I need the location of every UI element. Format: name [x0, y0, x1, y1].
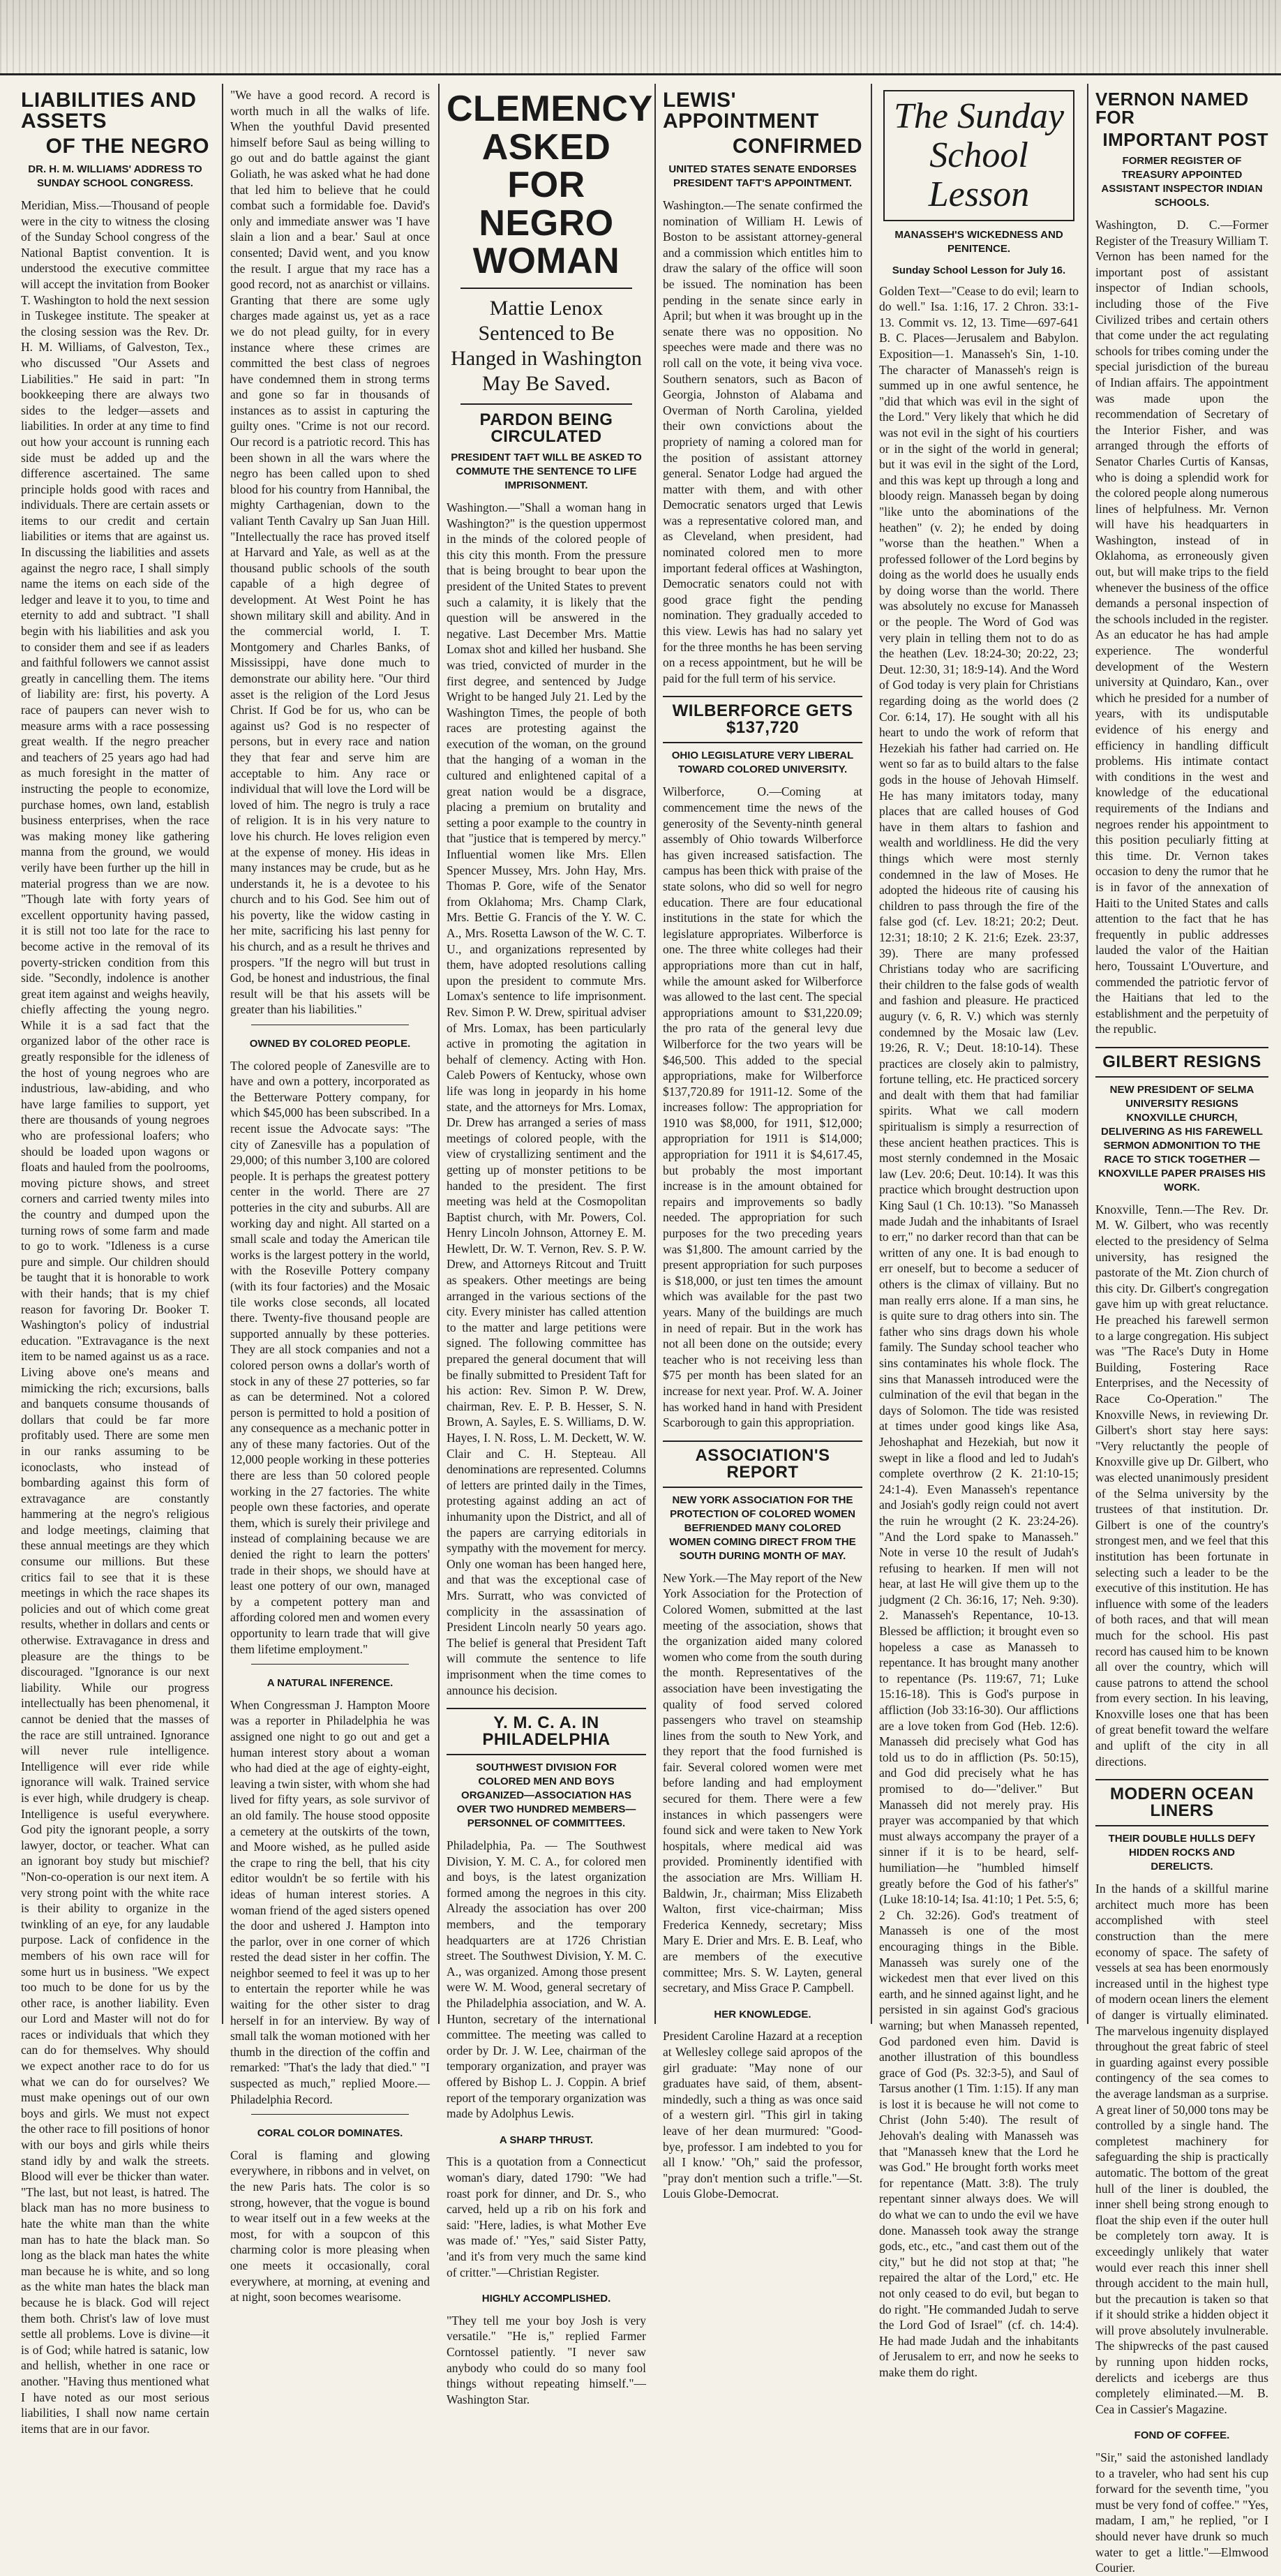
column-divider	[438, 84, 440, 2024]
headline-wilberforce: WILBERFORCE GETS $137,720	[663, 696, 862, 743]
article-body-sunday-lesson: Golden Text—"Cease to do evil; learn to do well." Isa. 1:16, 17. 2 Chron. 33:1-13. Commit vs. 12, 13. Time—697-641 B. C. Places—Jerusalem and Babylon. Exposition—1. Manasseh's Sin, 1-10. The character of Manasseh's reign is summed up in one awful sentence, he "did that which was evil in the sight of the Lord." Very likely that which he did was not evil in the sight of his courtiers or in the sight of the world in general; but it was evil in the sight of the Lord, and this was kept up through a long and bloody reign. Manasseh began by doing "like unto the abominations of the heathen" (v. 2); he ended by doing "worse than the heathen." When a professed follower of the Lord begins by doing as the world does he usually ends by doing worse than the world. There was absolutely no excuse for Manasseh or the people. The Word of God was very plain in telling them not to do as the heathen (Lev. 18:24-30; 20:22, 23; Deut. 12:30, 31; 18:9-14). And the Word of God today is very plain for Christians regarding doing as the world does (2 Cor. 6:14, 17). He sought with all his heart to undo the work of reform that Hezekiah his father had carried on. He went so far as to build altars to the false gods in the house of Jehovah Himself. He has many imitators today, many places that are called houses of God have in them altars to fashion and wealth and worldliness. He did the very things which were most sternly condemned in the law of Moses. He adopted the hideous rite of causing his children to pass through the fire of the false god (cf. Lev. 18:21; 20:2; Deut. 12:31; 18:10; 2 K. 21:6; Ezek. 23:37, 39). There are many professed Christians today who are sacrificing their children to the false gods of wealth and fashion and pleasure. He practiced augury (v. 6, R. V.) which was sternly condemned by the Mosaic law (Lev. 19:26, R. V.; Deut. 18:10-14). These practices are closely akin to palmistry, fortune telling, etc. He practiced sorcery and dealt with them that had familiar spirits. What we call modern spiritualism is simply a resurrection of these ancient heathen practices. This is most sternly condemned in the Mosaic law (Lev. 20:6; Deut. 10:14). It was this practice which brought destruction upon King Saul (1 Ch. 10:13). "So Manasseh made Judah and the inhabitants of Israel to err," no darker record than that can be written of any one. It is bad enough to err oneself, but to become a seducer of others is the climax of villainy. But no man really errs alone. If a man sins, he is quite sure to drag others into sin. The father who sins drags down his whole family. The Sunday school teacher who sins contaminates his whole flock. The sins that Manasseh introduced were the culmination of the evil that began in the days of Solomon. The tide was resisted at times under good kings like Asa, Jehoshaphat and Hezekiah, but now it swept in like a flood and led to Judah's complete overthrow (2 K. 21:10-15; 24:1-4). Even Manasseh's repentance and Josiah's godly reign could not avert the ruin he wrought (2 K. 23:24-26). "And the Lord spake to Manasseh." Note in verse 10 the result of Judah's refusing to hearken. If men will not hear, at last He will give them up to the judgment (2 Ch. 36:16, 17; Neh. 9:30). 2. Manasseh's Repentance, 10-13. Blessed be affliction; it brought even so hopeless a case as Manasseh to repentance. It has brought many another to repentance (Ps. 119:67, 71; Luke 15:16-18). This is God's purpose in affliction (Job 33:16-30). Our afflictions are a love token from God (Heb. 12:6). Manasseh did precisely what God has told us to do in affliction (Ps. 50:15), and God did precisely what he has promised to do—"deliver." But Manasseh did not merely pray. His prayer was accompanied by that which must always accompany the prayer of a sinner if it is to be heard, self-humiliation—he "humbled himself greatly before the God of his father's" (Luke 18:10-14; Isa. 41:10; 1 Pet. 5:5, 6; 2 Ch. 32:26). God's treatment of Manasseh is one of the most encouraging things in the Bible. Manasseh was surely one of the wickedest men that ever lived on this earth, and he sinned against light, and he persisted in sin against God's gracious warning; but when Manasseh repented, God pardoned even him. David is another illustration of this boundless grace of God (Ps. 32:3-5), and Saul of Tarsus another (1 Tim. 1:15). If any man is lost it is because he will not come to Christ (John 5:40). The result of Jehovah's dealing with Manasseh was that "Manasseh knew that the Lord he was God." He brought forth works meet for repentance (Matt. 3:8). The truly repentant sinner always does. We will do what we can to undo the evil we have done. Manasseh took away the strange gods, etc., etc., "and cast them out of the city," but he did not stop at that; "he repaired the altar of the Lord," etc. He not only ceased to do evil, but began to do right. "He commanded Judah to serve the Lord God of Israel" (cf. ch. 14:4). He had made Judah and the inhabitants of Jerusalem to err, and now he seeks to make them do right.	[879, 283, 1079, 2379]
article-body-zanesville-pottery: The colored people of Zanesville are to have and own a pottery, incorporated as the Betterware Pottery company, for which $45,000 has been subscribed. In a recent issue the Advocate says: "The city of Zanesville has a population of 29,000; of this number 3,100 are colored people. It is perhaps the greatest pottery center in the world. There are 27 potteries in the city and suburbs. All are working day and night. All started on a small scale and today the American tile works is the largest pottery in the world, with the Roseville Pottery company (with its four factories) and the Mosaic tile works close seconds, all located there. Twenty-five thousand people are supported annually by these potteries. They are all stock companies and not a colored person owns a dollar's worth of stock in any of these 27 potteries, so far as can be determined. Not a colored person is permitted to hold a position of any consequence as a mechanic potter in any of these many factories. Out of the 12,000 people working in these potteries there are less than 50 colored people working in the 27 factories. The white people own these factories, and operate them, which is surely their privilege and instead of complaining because we are denied the right to learn the potters' trade in their shops, we should have at least one pottery of our own, managed by a competent pottery man and affording colored men and women every opportunity to learn trade that will give them lifetime employment."	[230, 1058, 430, 1656]
headline-associations-report: ASSOCIATION'S REPORT	[663, 1440, 862, 1488]
article-body-good-record: "We have a good record. A record is worth much in all the walks of life. When the youthful David presented himself before Saul as being willing to go out and do battle against the giant Goliath, he was asked what he had done that led him to believe that he could combat such a formidable foe. David's only and immediate answer was 'I have slain a lion and a bear.' Saul at once consented; David went, and you know the result. I argue that my race has a good record, not as anarchist or villains. Granting that there are some ugly charges made against us, yet as a race we do not plead guilty, for in every instance where these crimes are committed the best class of negroes have condemned them in strong terms and gone so far in thousands of instances as to assist in capturing the guilty ones. "Crime is not our record. Our record is a patriotic record. This has been shown in all the wars where the negro has been called upon to shed blood for his country from Hannibal, the mighty Carthagenian, down to the valiant Tenth Cavalry up San Juan Hill. "Intellectually the race has proved itself at Harvard and Yale, as well as at the thousand public schools of the south capable of a high degree of development. At West Point he has shown military skill and ability. And in the commercial world, I. T. Montgomery and Charles Banks, of Mississippi, have done much to demonstrate our ability here. "Our third asset is the religion of the Lord Jesus Christ. If God be for us, who can be against us? God is no respecter of persons, but in every race and nation they that fear and serve him are acceptable to him. Any race or individual that will love the Lord will be loved of him. The negro is truly a race of religion. It is in his very nature to love his church. He loves religion even at the expense of money. His ideas in many instances may be crude, but as he understands it, he is a devotee to his church and to his God. See him out of his poverty, like the widow casting in her mite, sacrificing his last penny for his church, and as a result he thrives and prospers. "If the negro will but trust in God, be honest and industrious, the final result will be that his assets will be greater than his liabilities."	[230, 88, 430, 1017]
article-body-vernon: Washington, D. C.—Former Register of the Treasury William T. Vernon has been named for the important post of assistant inspector of Indian schools, including those of the Five Civilized tribes and certain others that come under the act regulating schools for tribes coming under the special jurisdiction of the bureau of Indian affairs. The appointment was made upon the recommendation of Secretary of the Interior Fisher, and was arranged through the efforts of Senator Charles Curtis of Kansas, who is doing a splendid work for the colored people along numerous lines of helpfulness. Mr. Vernon will have his headquarters in Washington, instead of in Oklahoma, as erroneously given out, but will make trips to the field whenever the business of the office demands a personal inspection of the schools included in the register. As an educator he has had ample experience. The wonderful development of the Western university at Quindaro, Kan., over which he presided for a number of years, with its undisputable evidence of his energy and efficiency in handling difficult problems. His intimate contact with conditions in the west and knowledge of the educational requirements of the Indians and negroes render his appointment to this position peculiarly fitting at this time. Dr. Vernon takes occasion to deny the rumor that he is in favor of the annexation of Haiti to the United States and calls attention to the fact that he has frequently in public addresses lauded the valor of the Haitian hero, Toussaint L'Ouverture, and commended the patriotic fervor of the Haitians that led to the establishment and the perpetuity of the republic.	[1095, 218, 1268, 1036]
subhead-manasseh: MANASSEH'S WICKEDNESS AND PENITENCE.	[894, 229, 1063, 255]
headline-important-post: IMPORTANT POST	[1102, 129, 1268, 150]
subhead-president-taft: PRESIDENT TAFT WILL BE ASKED TO COMMUTE THE SENTENCE TO LIFE IMPRISONMENT.	[451, 451, 642, 491]
column-divider	[222, 84, 223, 2024]
article-body-sharp-thrust: This is a quotation from a Connecticut woman's diary, dated 1790: "We had roast pork for dinner, and Dr. S., who carved, held up a rib on his fork and said: "Here, ladies, is what Mother Eve was made of.' "Yes," said Sister Patty, 'and it's from very much the same kind of critter."—Christian Register.	[447, 2154, 646, 2279]
headline-coral-color: CORAL COLOR DOMINATES.	[257, 2127, 403, 2140]
subhead-senate-endorses: UNITED STATES SENATE ENDORSES PRESIDENT TAFT'S APPOINTMENT.	[668, 163, 857, 189]
sunday-school-lesson-box: The Sunday School Lesson	[883, 90, 1074, 221]
headline-highly-accomplished: HIGHLY ACCOMPLISHED.	[481, 2293, 611, 2305]
article-body-gilbert: Knoxville, Tenn.—The Rev. Dr. M. W. Gilbert, who was recently elected to the presidency of Selma university, has resigned the pastorate of the Mt. Zion church of this city. Dr. Gilbert's congregation gave him up with great reluctance. He preached his farewell sermon to a large congregation. His subject was "The Race's Duty in Home Building, Fostering Race Enterprises, and the Necessity of Race Co-Operation." The Knoxville News, in reviewing Dr. Gilbert's short stay here says: "Very reluctantly the people of Knoxville give up Dr. Gilbert, who was elected unanimously president of the Selma university by the trustees of that institution. Dr. Gilbert is one of the country's strongest men, and we feel that this institution has been fortunate in selecting such a leader to be the executive of this institution. He has influence with some of the leaders of both races, and that will mean much for the school. His past record has caused him to be known all over the country, which will cause patrons to attend the school from every section. In his leaving, Knoxville loses one that has been of great benefit toward the welfare and uplift of the city in all directions.	[1095, 1202, 1268, 1769]
headline-ymca-philadelphia: Y. M. C. A. IN PHILADELPHIA	[447, 1708, 646, 1755]
headline-of-the-negro: OF THE NEGRO	[45, 135, 209, 158]
headline-vernon-named: VERNON NAMED FOR	[1095, 89, 1249, 128]
article-body-association: New York.—The May report of the New York Association for the Protection of Colored Women, submitted at the last meeting of the association, shows that the organization aided many colored women who come from the south during the month. Representatives of the association have been investigating the quality of food served colored passengers who travel on steamship lines from the south to New York, and they report that the food furnished is fair. Several colored women were met before landing and had employment secured for them. There were a few instances in which passengers were found sick and were taken to New York hospitals, where medical aid was provided. Prominently identified with the association are Mrs. William H. Baldwin, Jr., chairman; Miss Elizabeth Walton, first vice-chairman; Miss Frederica Kennedy, secretary; Miss Mary E. Drier and Mrs. E. B. Leaf, who are members of the executive committee; Mrs. S. W. Layten, general secretary, and Miss Grace P. Campbell.	[663, 1570, 862, 1995]
headline-fond-of-coffee: FOND OF COFFEE.	[1134, 2429, 1230, 2442]
subhead-new-york-association: NEW YORK ASSOCIATION FOR THE PROTECTION OF COLORED WOMEN BEFRIENDED MANY COLORED WOMEN COMING DIRECT FROM THE SOUTH DURING MONTH OF MAY.	[669, 1494, 856, 1562]
column-liabilities-and-assets	[21, 87, 209, 2436]
headline-gilbert-resigns: GILBERT RESIGNS	[1095, 1047, 1268, 1078]
article-body-lewis: Washington.—The senate confirmed the nomination of William H. Lewis of Boston to be assistant attorney-general and a commission which entitles him to draw the salary of the office will soon be issued. The nomination has been pending in the senate since early in April; but when it was brought up in the senate there was no opposition. No speeches were made and there was no roll call on the vote, it being viva voce. Southern senators, such as Bacon of Georgia, Johnston of Alabama and Overman of North Carolina, yielded their own convictions about the propriety of naming a colored man for the position of assistant attorney general. Senator Lodge had argued the matter with them, and with other Democratic senators urged that Lewis was a representative colored man, and as Cleveland, when president, had nominated colored men to more important federal offices at Washington, Democratic senators could not with good grace fight the pending nomination. They gradually acceded to this view. Lewis has had no salary yet for the three months he has been serving on a recess appointment, but he will be paid for the full term of his service.	[663, 198, 862, 685]
article-body-ymca: Philadelphia, Pa. — The Southwest Division, Y. M. C. A., for colored men and boys, is the latest organization formed among the negroes in this city. Already the association has over 200 members, and the temporary headquarters are at 1726 Christian street. The Southwest Division, Y. M. C. A., was organized. Among those present were W. M. Wood, general secretary of the Philadelphia association, and W. A. Hunton, secretary of the international committee. The meeting was called to order by Dr. J. W. Lee, chairman of the temporary organization, and prayer was offered by Bishop L. J. Coppin. A brief report of the temporary organization was made by Adolphus Lewis.	[447, 1838, 646, 2121]
column-divider	[871, 84, 872, 2024]
article-body-highly-accomplished: "They tell me your boy Josh is very versatile." "He is," replied Farmer Corntossel patiently. "I never saw anybody who could do so many fool things without repeating himself."—Washington Star.	[447, 2313, 646, 2406]
headline-clemency-asked: CLEMENCY ASKED FOR NEGRO WOMAN	[447, 89, 653, 282]
headline-confirmed: CONFIRMED	[732, 135, 862, 158]
column-vernon	[1095, 87, 1268, 2575]
masthead-strip	[0, 0, 1281, 75]
column-lewis-appointment	[663, 87, 862, 2201]
deck-divider	[460, 288, 632, 289]
headline-pardon-circulated: PARDON BEING CIRCULATED	[479, 410, 613, 446]
headline-natural-inference: A NATURAL INFERENCE.	[267, 1677, 394, 1690]
column-divider	[1087, 84, 1088, 2024]
subhead-williams-address: DR. H. M. WILLIAMS' ADDRESS TO SUNDAY SCHOOL CONGRESS.	[28, 163, 202, 189]
section-divider	[251, 2114, 409, 2115]
article-body-clemency: Washington.—"Shall a woman hang in Washington?" is the question uppermost in the minds of the colored people of this city this month. From the pressure that is being brought to bear upon the president of the United States to prevent such a calamity, it is likely that the question will be answered in the negative. Last December Mrs. Mattie Lomax shot and killed her husband. She was tried, convicted of murder in the first degree, and sentenced by Judge Wright to be hanged July 21. Led by the Washington Times, the people of both races are protesting against the execution of the woman, on the ground that the hanging of a woman in the cultured and enlightened capital of a great nation would be a disgrace, placing a premium on brutality and setting a poor example to the country in that "justice that is tempered by mercy." Influential women like Mrs. Ellen Spencer Mussey, Mrs. John Hay, Mrs. Thomas P. Gore, wife of the Senator from Oklahoma; Mrs. Champ Clark, Mrs. Bettie G. Francis of the Y. W. C. A., Mrs. Rosetta Lawson of the W. C. T. U., and organizations represented by them, have adopted resolutions calling upon the president to commute Mrs. Lomax's sentence to life imprisonment. Rev. Simon P. W. Drew, spiritual adviser of Mrs. Lomax, has been particularly active in promoting the agitation in behalf of clemency. Acting with Hon. Caleb Powers of Kentucky, whose own life was long in jeopardy in his home state, and the attorneys for Mrs. Lomax, Dr. Drew has arranged a series of mass meetings of colored people, with the view of crystallizing sentiment and the getting up of monster petitions to be handed to the president. The first meeting was held at the Cosmopolitan Baptist church, with Mr. Powers, Col. Henry Lincoln Johnson, Attorney E. M. Hewlett, Dr. W. T. Vernon, Rev. S. P. W. Drew, and Attorneys Ritcout and Truitt as speakers. Other meetings are being arranged in the various sections of the city. Every minister has called attention to the matter and large petitions were signed. The following committee has prepared the general document that will be finally submitted to President Taft for his action: Rev. Simon P. W. Drew, chairman, Rev. E. P. B. Hesser, S. N. Brown, A. Sayles, E. S. Williams, D. W. Hayes, I. N. Ross, L. M. Deckett, W. W. Clair and C. H. Stepteau. All denominations are represented. Columns of letters are printed daily in the Times, protesting against adding an act of inhumanity upon the District, and all of the papers are carrying editorials in sympathy with the movement for mercy. Only one woman has been hanged here, and that was the exceptional case of Mrs. Surratt, who was convicted of complicity in the assassination of President Lincoln nearly 50 years ago. The belief is general that President Taft will commute the sentence to life imprisonment when the time comes to announce his decision.	[447, 500, 646, 1697]
headline-liabilities: LIABILITIES AND ASSETS	[21, 89, 197, 133]
column-clemency	[447, 87, 653, 2406]
deck-divider	[460, 403, 632, 405]
headline-sharp-thrust: A SHARP THRUST.	[499, 2134, 594, 2146]
headline-owned-by-colored-people: OWNED BY COLORED PEOPLE.	[249, 1038, 411, 1050]
section-divider	[251, 1664, 409, 1665]
subhead-southwest-division: SOUTHWEST DIVISION FOR COLORED MEN AND BOYS ORGANIZED—ASSOCIATION HAS OVER TWO HUNDRED MEMBERS—PERSONNEL OF COMMITTEES.	[456, 1762, 636, 1830]
column-sunday-school-lesson	[879, 87, 1079, 2379]
headline-her-knowledge: HER KNOWLEDGE.	[714, 2008, 811, 2020]
article-body-her-knowledge: President Caroline Hazard at a reception at Wellesley college said apropos of the girl graduate: "May none of our graduates have said, of them, absent-mindedly, such a thing as was once said of a western girl. "This girl in taking leave of her dean murmured: "Good-bye, professor. I am indebted to you for all I know.' "Oh," said the professor, "pray don't mention such a trifle."—St. Louis Globe-Democrat.	[663, 2029, 862, 2201]
subhead-selma-university: NEW PRESIDENT OF SELMA UNIVERSITY RESIGNS KNOXVILLE CHURCH, DELIVERING AS HIS FAREWELL SERMON ADMONITION TO THE RACE TO STICK TOGETHER — KNOXVILLE PAPER PRAISES HIS WORK.	[1098, 1083, 1266, 1193]
article-body-natural-inference: When Congressman J. Hampton Moore was a reporter in Philadelphia he was assigned one night to go out and get a human interest story about a woman who had died at the age of eighty-eight, leaving a twin sister, with whom she had lived for fifty years, as sole survivor of an old family. The house stood opposite a cemetery at the outskirts of the town, and Moore wished, as he pulled aside the crape to ring the bell, that his city editor wouldn't be so fertile with his ideas of human interest stories. A woman friend of the aged sisters opened the door and ushered J. Hampton into the parlor, over in one corner of which rested the dead sister in her coffin. The neighbor seemed to feel it was up to her to entertain the reporter while he was waiting for the other sister to drag herself in for an interview. By way of small talk the woman motioned with her thumb in the direction of the coffin and remarked: "That's the lady that died." "I suspected as much," replied Moore.—Philadelphia Record.	[230, 1697, 430, 2106]
article-body-liabilities: Meridian, Miss.—Thousand of people were in the city to witness the closing of the Sunday School congress of the National Baptist convention. It is understood the executive committee will accept the invitation from Booker T. Washington to hold the next session in Tuskegee institute. The speaker at the closing session was the Rev. Dr. H. M. Williams, of Galveston, Tex., who discussed "Our Assets and Liabilities." He said in part: "In bookkeeping there are always two sides to the ledger—assets and liabilities. In order at any time to find out how your account is running each side must be added up and the difference ascertained. The same principle holds good with races and individuals. There are certain assets or items to our credit and certain liabilities or items that are against us. In discussing the liabilities and assets against the negro race, I shall simply name the items on each side of the ledger and leave it to you, to time and eternity to add and subtract. "I shall begin with his liabilities and ask you to consider them and see if as leaders and faithful followers we cannot assist greatly in cancelling them. The items of liability are: first, his poverty. A race of paupers can never wish to measure arms with a race possessing great wealth. If the negro preacher and teachers of 25 years ago had had as much foresight in the matter of instructing the people to economize, purchase homes, own land, establish business enterprises, when the race was making money like gathering manna from the ground, we would verily have been further up the hill in material progress than we are now. "Though late with forty years of excellent opportunity having passed, it is still not too late for the race to become active in the removal of its poverty-stricken condition from this side. "Secondly, indolence is another great item against and weighs heavily, chiefly affecting the young negro. While it is a sad fact that the organized labor of the other race is greatly responsible for the idleness of the host of young negroes who are industrious, law-abiding, and who have large families to support, yet there are thousands of young negroes who are professional loafers; who should be loaded upon wagons or floats and hauled from the poolrooms, moving picture shows, and street corners and carried twenty miles into the country and dumped upon the turning rows of some farm and made to go to work. "Idleness is a curse pure and simple. Our children should be taught that it is honorable to work with their hands; that is my chief reason for favoring Dr. Booker T. Washington's policy of industrial education. "Extravagance is the next item to be named against us as a race. Living above one's means and mimicking the rich; excursions, balls and banquets consume thousands of dollars that could be far more profitably used. There are some men in our ranks assuming to be iconoclasts, who instead of bombarding against this form of extravagance are constantly hammering at the negro's religious and lodge meetings, claiming that these annual meetings are they which consume our millions. But these critics fail to see that it is these meetings in which the race shapes its policies and out of which come great results, whether in dollars and cents or otherwise. Extravagance in dress and pleasure are the things to be discouraged. "Ignorance is our next liability. While our progress intellectually has been phenomenal, it cannot be denied that the masses of the race are still untrained. Ignorance will never rule intelligence. Intelligence will ever ride while ignorance will walk. Trained service is ever high, while drudgery is cheap. Intelligence is useful everywhere. God pity the ignorant people, a sorry lawyer, doctor, or teacher. What can an ignorant boy study but mischief? "Non-co-operation is our next item. A very strong point with the white race is their ability to organize in the twinkling of an eye, for any laudable purpose. Lack of confidence in the members of his own race will for some hurt us in business. "We expect too much to be done for us by the other race, is another liability. Even our Lord and Master will not do for races or individuals that which they can do for themselves. Why should we expect another race to do for us what we can do for ourselves? We must make openings out of our own boys and girls. We must not expect the other race to fill positions of honor with our boys and girls while theirs stand idly by and walk the streets. Blood will ever be thicker than water. "The last, but not least, is hatred. The black man has no more business to hate the white man than the white man has to hate the black man. So long as the black man hates the white man because he is white, and so long as the white man hates the black man because he is black. God will reject them both. Christ's law of love must settle all problems. Love is divine—it is of God; while hatred is satanic, low and hellish, whether in one race or another. "Having thus mentioned what I have noted as our most serious liabilities, I shall now name certain items that are in our favor.	[21, 198, 209, 2436]
article-body-fond-of-coffee: "Sir," said the astonished landlady to a traveler, who had sent his cup forward for the seventh time, "you must be very fond of coffee." "Yes, madam, I am," he replied, "or I should never have drunk so much water to get a little."—Elmwood Courier.	[1095, 2450, 1268, 2575]
headline-ocean-liners: MODERN OCEAN LINERS	[1095, 1779, 1268, 1826]
subhead-double-hulls: THEIR DOUBLE HULLS DEFY HIDDEN ROCKS AND DERELICTS.	[1108, 1833, 1256, 1873]
column-good-record	[230, 87, 430, 2305]
article-body-wilberforce: Wilberforce, O.—Coming at commencement time the news of the generosity of the Seventy-ninth general assembly of Ohio towards Wilberforce has given increased satisfaction. The campus has been thick with praise of the state solons, who did so well for negro education. There are four educational institutions in the state for which the legislature appropriates. Wilberforce is one. The three white colleges had their appropriations more than cut in half, while the amount asked for Wilberforce was allowed to the last cent. The special appropriations amount to $31,220.09; the pro rata of the general levy due Wilberforce for the two years will be $46,500. This added to the special appropriations, make for Wilberforce $137,720.89 for 1911-12. Some of the increases follow: The appropriation for 1910 was $8,000, for 1911, $12,000; appropriation for 1911 is $14,000; appropriation for 1911 it is $4,617.45, but probably the most important increase is in the amount obtained for repairs and improvements so badly needed. The appropriation for such purposes for the two preceding years was $1,800. The amount carried by the present appropriation for such purposes is $18,000, or just ten times the amount which was available for the past two years. Many of the buildings are much in need of repair. But in the work has not all been done on the outside; every teacher who is not receiving less than $75 per month has been slated for an increase for next year. Prof. W. A. Joiner has worked hand in hand with President Scarborough to gain this appropriation.	[663, 784, 862, 1430]
lesson-date: Sunday School Lesson for July 16.	[892, 265, 1066, 276]
headline-lewis-appointment: LEWIS' APPOINTMENT	[663, 89, 819, 133]
subhead-ohio-legislature: OHIO LEGISLATURE VERY LIBERAL TOWARD COLORED UNIVERSITY.	[671, 750, 854, 776]
deck-mattie-lenox: Mattie Lenox Sentenced to Be Hanged in Washington May Be Saved.	[451, 296, 642, 395]
column-divider	[654, 84, 656, 2024]
article-body-coral-color: Coral is flaming and glowing everywhere, in ribbons and in velvet, on the new Paris hats. The color is so strong, however, that the vogue is bound to wear itself out in a few weeks at the most, for with a soupcon of this charming color is more pleasing when one meets it occasionally, coral everywhere, at morning, at evening and at night, soon becomes wearisome.	[230, 2147, 430, 2305]
article-body-ocean-liners: In the hands of a skillful marine architect much more has been accomplished with steel construction than the mere economy of space. The safety of vessels at sea has been enormously increased until in the highest type of modern ocean liners the element of danger is virtually eliminated. The marvelous ingenuity displayed throughout the great fabric of steel in guarding against every possible contingency of the sea comes to the average landsman as a surprise. A great liner of 50,000 tons may be controlled by a single hand. The completest machinery for safeguarding the ship is practically automatic. The bottom of the great hull of the liner is doubled, the inner shell being strong enough to float the ship even if the outer hull be completely torn away. It is exceedingly unlikely that water would ever reach this inner shell through accident to the main hull, but the precaution is taken so that if it should strike a hidden object it will prove absolutely invulnerable. The shipwrecks of the past caused by running upon hidden rocks, derelicts and icebergs are thus completely eliminated.—M. B. Cea in Cassier's Magazine.	[1095, 1882, 1268, 2416]
subhead-former-register: FORMER REGISTER OF TREASURY APPOINTED ASSISTANT INSPECTOR INDIAN SCHOOLS.	[1101, 155, 1263, 209]
